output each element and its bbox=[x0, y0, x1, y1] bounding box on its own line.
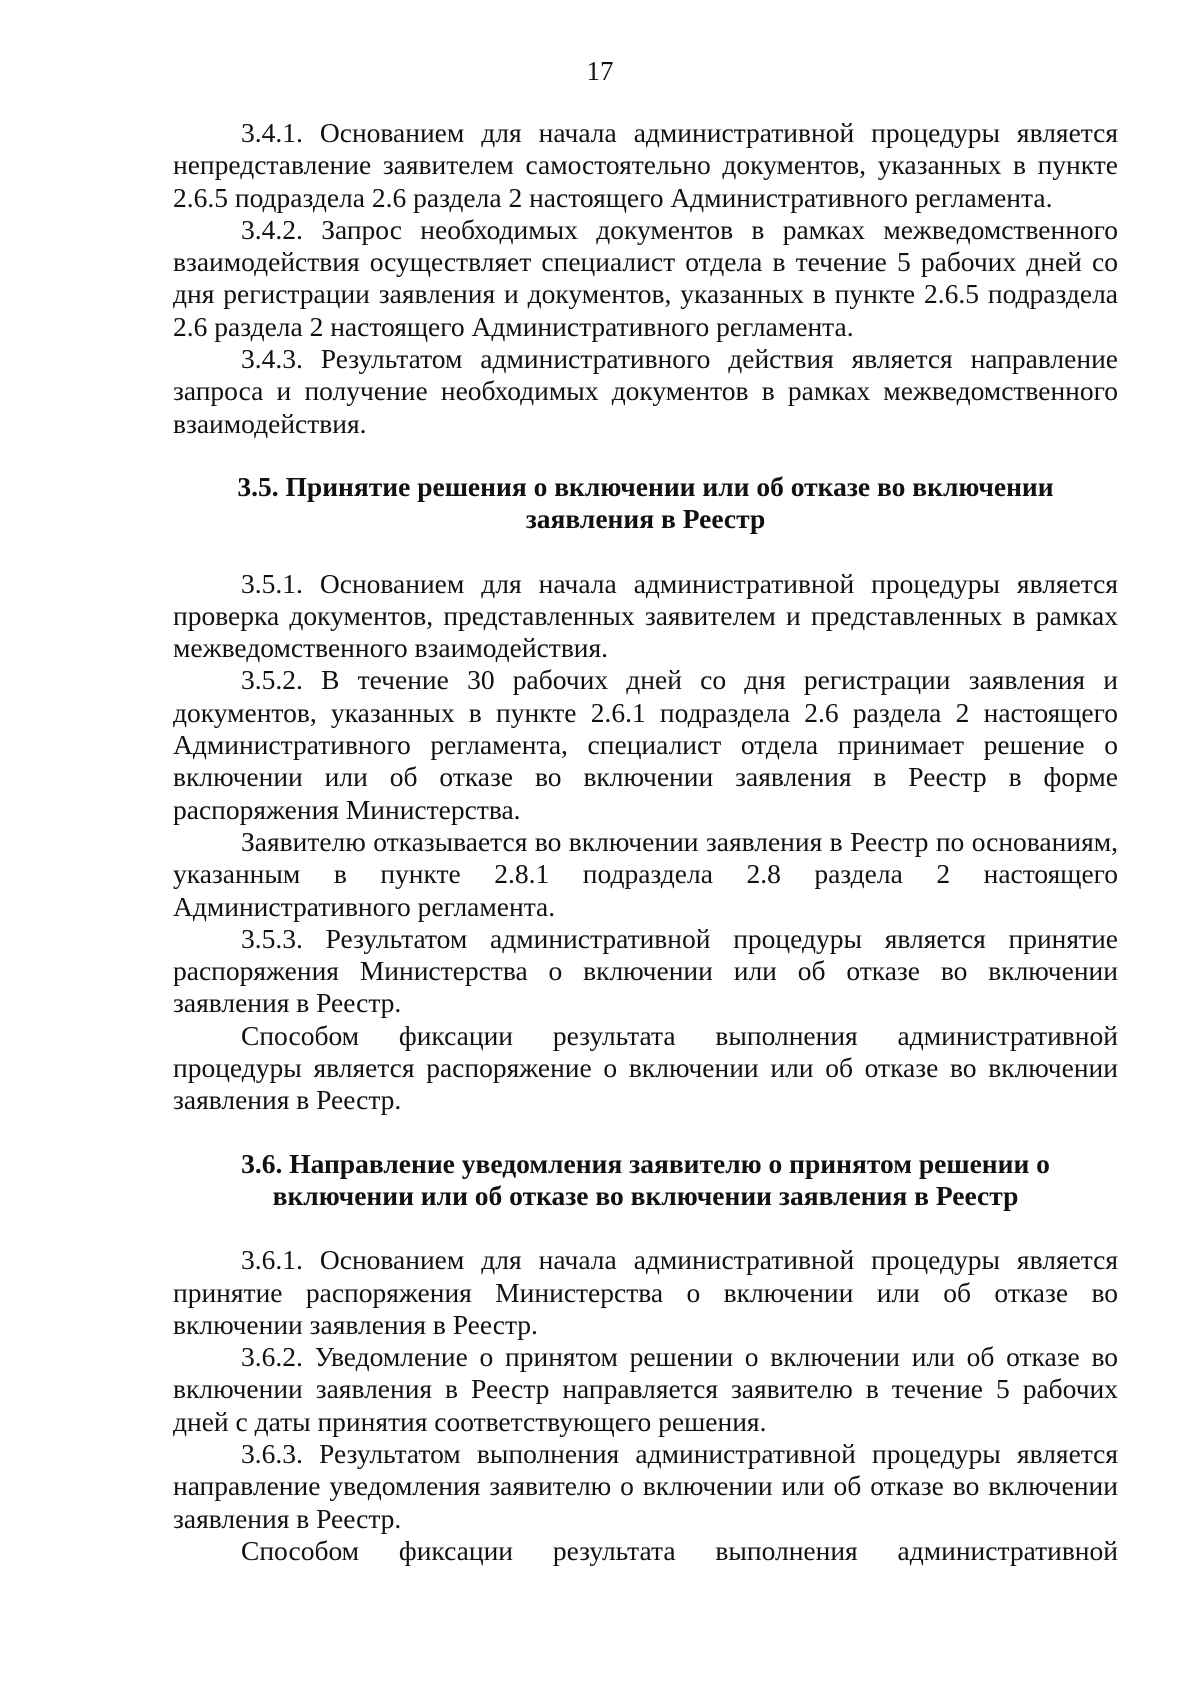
document-body bbox=[173, 117, 1118, 1567]
section-heading-3-5 bbox=[173, 471, 1118, 536]
heading-line: включении или об отказе во включении заявления в Реестр bbox=[272, 1179, 1019, 1211]
paragraph-fixation-method: Способом фиксации результата выполнения административной процедуры является распоряжение о включении или об отказе во включении заявления в Реестр. bbox=[173, 1019, 1118, 1116]
paragraph-3-6-1: 3.6.1. Основанием для начала административной процедуры является принятие распоряжения Министерства о включении или об отказе во включении заявления в Реестр. bbox=[173, 1244, 1118, 1340]
paragraph-3-6-3: 3.6.3. Результатом выполнения административной процедуры является направление уведомления заявителю о включении или об отказе во включении заявления в Реестр. bbox=[173, 1437, 1118, 1534]
heading-line: 3.5. Принятие решения о включении или об отказе во включении bbox=[237, 470, 1054, 502]
page-number: 17 bbox=[586, 56, 614, 86]
paragraph-refusal: Заявителю отказывается во включении заявления в Реестр по основаниям, указанным в пункте 2.8.1 подраздела 2.8 раздела 2 настоящего Административного регламента. bbox=[173, 825, 1118, 922]
spacer bbox=[173, 536, 1118, 568]
spacer bbox=[173, 440, 1118, 471]
paragraph-3-4-3: 3.4.3. Результатом административного действия является направление запроса и получение необходимых документов в рамках межведомственного взаимодействия. bbox=[173, 343, 1118, 439]
paragraph-3-5-3: 3.5.3. Результатом административной процедуры является принятие распоряжения Министерства о включении или об отказе во включении заявления в Реестр. bbox=[173, 922, 1118, 1019]
paragraph-fixation-method-continued: Способом фиксации результата выполнения административной bbox=[241, 1534, 1118, 1566]
paragraph-3-5-2: 3.5.2. В течение 30 рабочих дней со дня регистрации заявления и документов, указанных в пункте 2.6.1 подраздела 2.6 раздела 2 настоящего Административного регламента, специалист отдела принимает решение о включении или об отказе во включении заявления в Реестр в форме распоряжения Министерства. bbox=[173, 664, 1118, 825]
paragraph-3-6-2: 3.6.2. Уведомление о принятом решении о включении или об отказе во включении заявления в Реестр направляется заявителю в течение 5 рабочих дней с даты принятия соответствующего решения. bbox=[173, 1341, 1118, 1437]
paragraph-3-4-1: 3.4.1. Основанием для начала административной процедуры является непредставление заявителем самостоятельно документов, указанных в пункте 2.6.5 подраздела 2.6 раздела 2 настоящего Административного регламента. bbox=[173, 117, 1118, 213]
paragraph-3-4-2: 3.4.2. Запрос необходимых документов в рамках межведомственного взаимодействия осуществляет специалист отдела в течение 5 рабочих дней со дня регистрации заявления и документов, указанных в пункте 2.6.5 подраздела 2.6 раздела 2 настоящего Административного регламента. bbox=[173, 213, 1118, 342]
heading-line: заявления в Реестр bbox=[525, 503, 766, 535]
section-heading-3-6 bbox=[173, 1148, 1118, 1213]
spacer bbox=[173, 1117, 1118, 1148]
heading-line: 3.6. Направление уведомления заявителю о принятом решении о bbox=[241, 1147, 1050, 1179]
paragraph-3-5-1: 3.5.1. Основанием для начала административной процедуры является проверка документов, представленных заявителем и представленных в рамках межведомственного взаимодействия. bbox=[173, 567, 1118, 664]
spacer bbox=[173, 1212, 1118, 1244]
